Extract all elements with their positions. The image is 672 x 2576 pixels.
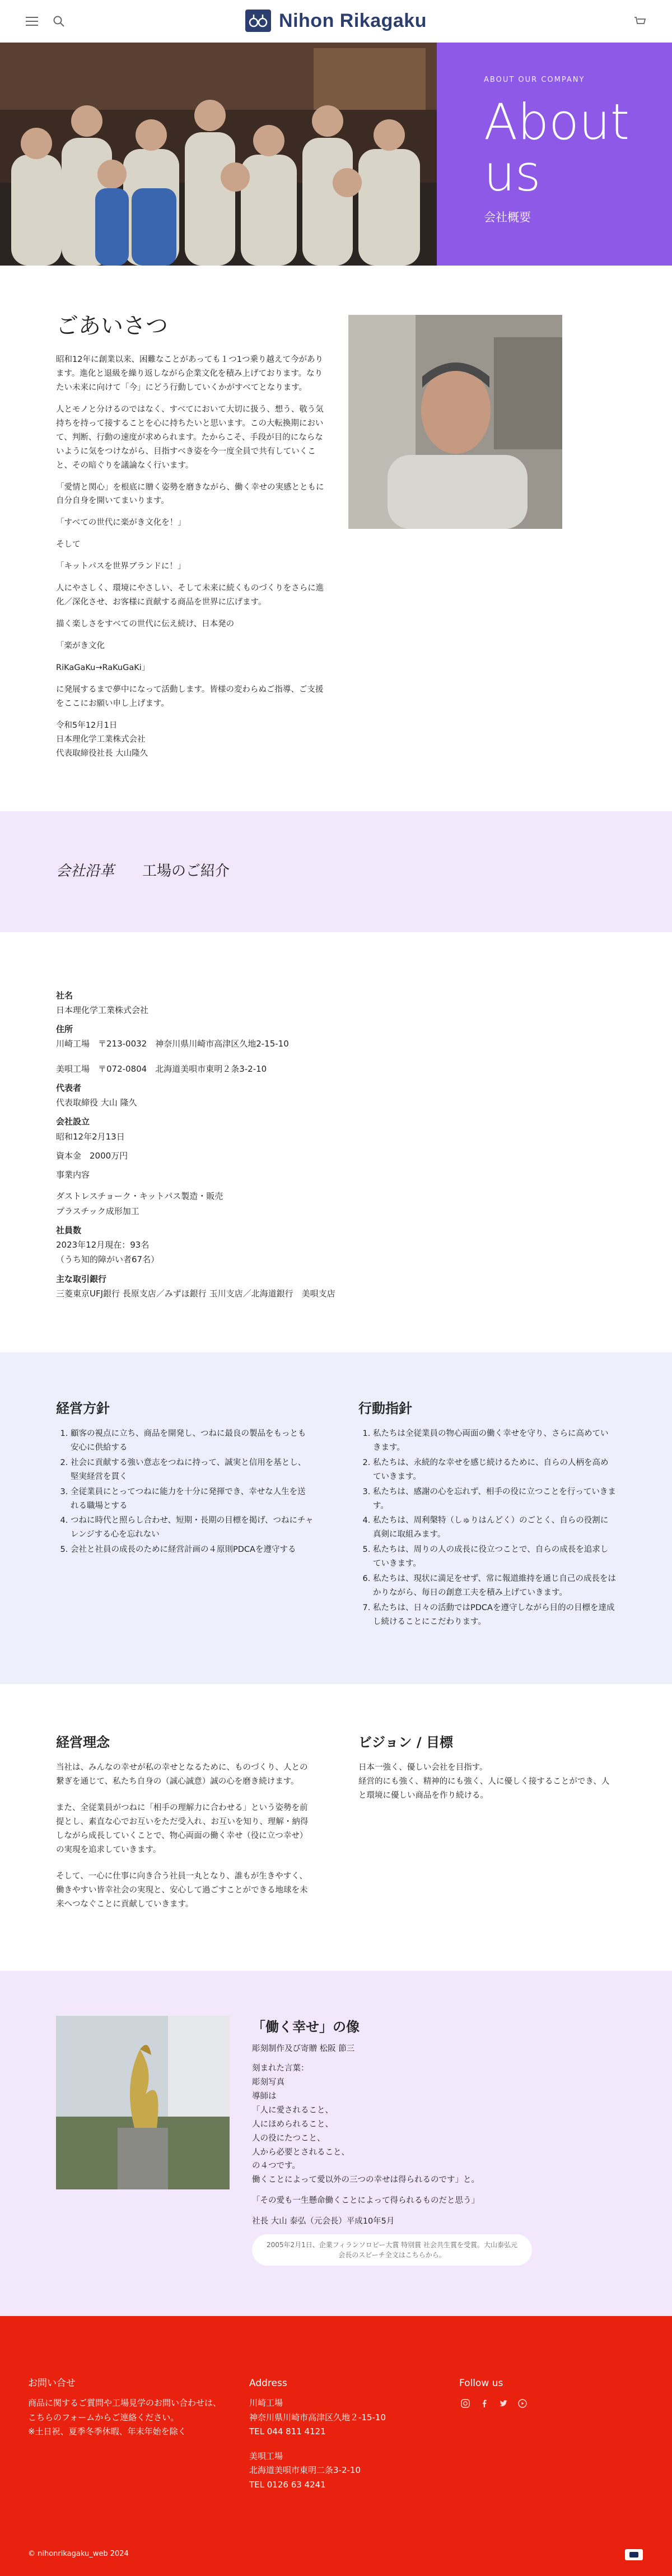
list-item: 4. つねに時代と照らし合わせ、短期・長期の目標を掲げ、つねにチャレンジする心を忘れない — [71, 1514, 314, 1542]
vision-goals — [358, 1731, 616, 1924]
greeting-section — [0, 266, 672, 811]
footer-address — [249, 2375, 459, 2492]
header-left — [25, 14, 125, 29]
management-policy-title: 経営方針 — [56, 1401, 110, 1417]
vision-line: 日本一強く、優しい会社を目指す。 — [358, 1763, 488, 1773]
info-value-staff-1: 2023年12月現在：93名 — [56, 1240, 150, 1250]
greeting-signature — [56, 719, 325, 761]
footer-address-title: Address — [249, 2378, 287, 2389]
hero-subtitle: 会社概要 — [484, 210, 531, 224]
kawasaki-address: 神奈川県川崎市高津区久地２-15-10 — [249, 2412, 386, 2422]
greeting-paragraph: 人とモノと分けるのではなく、すべてにおいて大切に扱う、想う、敬う気持ちを持って接することを心に持ちたいと思います。この大転換期において、判断、行動の速度が求められます。たからこそ、手段が目的にならないように気をつけながら、目指すべき姿を今一度全員で共有していくこと、その暗ぐりを議論なく行います。 — [56, 404, 324, 470]
footer-contact-line: 商品に関するご質問や工場見学のお問い合わせは、 — [28, 2398, 222, 2408]
management-policy — [56, 1397, 314, 1630]
list-item: 3. 私たちは、感謝の心を忘れず、相手の役に立つことを行っていきます。 — [373, 1485, 616, 1513]
hero-title — [484, 93, 650, 203]
info-value-representative: 代表取締役 大山 隆久 — [56, 1098, 137, 1108]
statue-text — [252, 2016, 532, 2266]
management-philosophy — [56, 1731, 314, 1924]
philosophy-paragraph: 当社は、みんなの幸せが私の幸せとなるために、ものづくり、人との繋ぎを通じて、私たち自身の（誠心誠意）誠の心を磨き続けます。 — [56, 1763, 308, 1787]
list-item: 1. 顧客の視点に立ち、商品を開発し、つねに最良の製品をもっとも安心に供給する — [71, 1427, 314, 1455]
footer-follow-title: Follow us — [459, 2378, 503, 2389]
policy-section — [0, 1352, 672, 1684]
youtube-icon[interactable] — [516, 2397, 529, 2410]
list-item: 2. 社会に貢献する強い意志をつねに持って、誠実と信用を基とし、堅実経営を貫く — [71, 1456, 314, 1484]
list-item: 2. 私たちは、永続的な幸せを感じ続けるために、自らの人柄を高めていきます。 — [373, 1456, 616, 1484]
info-value-name: 日本理化学工業株式会社 — [56, 1005, 149, 1015]
header-right — [547, 14, 647, 29]
hero-title-line1: About — [484, 93, 630, 151]
sign-date: 令和5年12月1日 — [56, 720, 118, 730]
philosophy-section — [0, 1684, 672, 1971]
info-label-representative: 代表者 — [56, 1082, 82, 1093]
greeting-paragraph: RiKaGaKu→RaKuGaKi」 — [56, 663, 150, 672]
greeting-paragraph: 昭和12年に創業以来、困難なことがあっても１つ1つ乗り越えて今があります。進化と退級を繰り返しながら企業文化を積み上げております。なりたい未来に向けて「今」にどう行動していくかがすべてとなります。 — [56, 355, 324, 392]
info-value-capital: 資本金 2000万円 — [56, 1150, 128, 1161]
statue-section — [0, 1971, 672, 2317]
management-policy-list — [56, 1427, 314, 1557]
greeting-paragraph: そして — [56, 540, 81, 550]
greeting-text — [56, 311, 325, 761]
inscription-line: 人から必要とされること、 — [252, 2147, 349, 2157]
footer-contact-link[interactable]: こちらのフォームからご連絡ください。 — [28, 2412, 179, 2422]
staff-group-photo — [0, 43, 437, 266]
greeting-title: ごあいさつ — [56, 313, 168, 339]
inscription-line: 人の役にたつこと、 — [252, 2133, 325, 2143]
inscription-line: 働くことによって愛以外の三つの幸せは得られるのです」と。 — [252, 2175, 479, 2185]
statue-title: 「働く幸せ」の像 — [252, 2019, 360, 2035]
site-footer — [0, 2316, 672, 2576]
social-links — [459, 2397, 529, 2410]
philosophy-paragraph: また、全従業員がつねに「相手の理解力に合わせる」という姿勢を前提とし、素直な心でお互いをただ受入れ、お互いを知り、理解・納得しながら成長していくことで、物心両面の働く幸せ（役に立つ幸せ）の実現を追求していきます。 — [56, 1803, 309, 1854]
list-item: 1. 私たちは全従業員の物心両面の働く幸せを守り、さらに高めていきます。 — [373, 1427, 616, 1455]
brand-name: Nihon Rikagaku — [279, 10, 427, 31]
hero-title-line2: us — [484, 145, 541, 203]
speech-link-pill[interactable]: 2005年2月1日、企業フィランソロピー大賞 特別賞 社会共生賞を受賞。大山泰弘元会長のスピーチ全文はこちらから。 — [252, 2234, 532, 2266]
action-guidelines — [358, 1397, 616, 1630]
inscription-line: 導師は — [252, 2091, 277, 2101]
info-value-staff-2: （うち知的障がい者67名） — [56, 1254, 160, 1265]
statue-photo — [56, 2016, 230, 2189]
action-guidelines-title: 行動指針 — [358, 1401, 412, 1417]
bibai-address: 北海道美唄市東明二条3-2-10 — [249, 2465, 361, 2476]
inscription-line: 人にほめられること、 — [252, 2119, 333, 2129]
bibai-name: 美唄工場 — [249, 2451, 283, 2461]
info-value-bank: 三菱東京UFJ銀行 長原支店／みずほ銀行 玉川支店／北海道銀行 美唄支店 — [56, 1288, 335, 1299]
search-icon[interactable] — [52, 14, 66, 29]
greeting-paragraph: 「楽がき文化 — [56, 641, 105, 650]
statue-author: 彫刻制作及び寄贈 松阪 節三 — [252, 2044, 355, 2053]
subsection-tabs — [0, 811, 672, 932]
list-item: 5. 私たちは、周りの人の成長に役立つことで、自らの成長を追求していきます。 — [373, 1543, 616, 1571]
philosophy-paragraph: そして、一心に仕事に向き合う社員一丸となり、誰もが生きやすく、働きやすい皆幸社会の実現と、安心して過ごすことができる地球を未来へつなぐことに貢献していきます。 — [56, 1871, 308, 1909]
footer-contact-note: ※土日祝、夏季冬季休暇、年末年始を除く — [28, 2426, 186, 2437]
info-value-address-bibai: 美唄工場 〒072-0804 北海道美唄市東明２条3-2-10 — [56, 1063, 267, 1074]
greeting-paragraph: 「愛情と関心」を根底に贈く姿勢を磨きながら、働く幸せの実感とともに自分自身を開いてまいります。 — [56, 482, 324, 506]
instagram-icon[interactable] — [459, 2397, 472, 2410]
site-header — [0, 0, 672, 43]
logo-mark-icon — [245, 10, 271, 32]
philosophy-title: 経営理念 — [56, 1734, 110, 1750]
greeting-paragraph: 人にやさしく、環境にやさしい、そして未来に続くものづくりをさらに進化／深化させ、お客様に貢献する商品を世界に広げます。 — [56, 584, 324, 607]
info-value-founded: 昭和12年2月13日 — [56, 1131, 125, 1142]
list-item: 7. 私たちは、日々の活動ではPDCAを遵守しながら目的の目標を達成し続けることにこだわります。 — [373, 1601, 616, 1629]
greeting-paragraph: に発展するまで夢中になって活動します。皆様の変わらぬご指導、ご支援をここにお願い申し上げます。 — [56, 685, 324, 708]
info-value-address-kawasaki: 川崎工場 〒213-0032 神奈川県川崎市高津区久地2-15-10 — [56, 1039, 289, 1049]
info-label-business: 事業内容 — [56, 1170, 90, 1180]
footer-follow — [459, 2375, 529, 2492]
footer-contact-title[interactable]: お問い合せ — [28, 2378, 76, 2389]
kawasaki-name: 川崎工場 — [249, 2398, 283, 2408]
footer-contact — [28, 2375, 249, 2492]
greeting-paragraph: 「キットパスを世界ブランドに！」 — [56, 562, 186, 571]
hero-title-panel — [437, 43, 672, 266]
info-label-staff: 社員数 — [56, 1225, 82, 1235]
tab-company-history[interactable]: 会社沿革 — [56, 863, 115, 880]
inscription-line: 「その愛も一生懸命働くことによって得られるものだと思う」 — [252, 2196, 479, 2206]
company-info-section — [0, 932, 672, 1353]
inscription-line: 「人に愛されること、 — [252, 2105, 333, 2115]
inscription-line: の４つです。 — [252, 2161, 300, 2171]
payment-icon — [625, 2549, 643, 2560]
hero-section — [0, 43, 672, 266]
twitter-icon[interactable] — [497, 2397, 510, 2410]
cart-icon[interactable] — [633, 14, 647, 29]
president-portrait-photo — [348, 315, 562, 529]
info-value-business-2: プラスチック成形加工 — [56, 1206, 139, 1216]
sign-person: 代表取締役社長 大山隆久 — [56, 748, 148, 758]
sign-company: 日本理化学工業株式会社 — [56, 734, 146, 744]
list-item: 5. 会社と社員の成長のために経営計画の４原則PDCAを遵守する — [71, 1543, 314, 1557]
info-label-bank: 主な取引銀行 — [56, 1273, 107, 1284]
inscription-line: 彫刻写真 — [252, 2077, 284, 2087]
list-item: 6. 私たちは、現状に満足をせず、常に報道維持を通じ自己の成長をはかりながら、毎日の創意工夫を積み上げていきます。 — [373, 1572, 616, 1600]
list-item: 3. 全従業員にとってつねに能力を十分に発揮でき、幸せな人生を送れる職場とする — [71, 1485, 314, 1513]
hamburger-menu-icon[interactable] — [25, 14, 39, 29]
greeting-paragraph: 描く楽しさをすべての世代に伝え続け、日本発の — [56, 620, 235, 629]
footer-columns — [28, 2375, 644, 2492]
action-guidelines-list — [358, 1427, 616, 1629]
info-label-address: 住所 — [56, 1024, 73, 1035]
copyright: © nihonrikagaku_web 2024 — [28, 2550, 129, 2559]
bibai-tel[interactable]: TEL 0126 63 4241 — [249, 2479, 326, 2490]
info-label-founded: 会社設立 — [56, 1117, 90, 1127]
facebook-icon[interactable] — [478, 2397, 491, 2410]
inscription-line: 刻まれた言葉： — [252, 2063, 309, 2073]
info-value-business-1: ダストレスチョーク・キットパス製造・販売 — [56, 1191, 223, 1202]
info-label-name: 社名 — [56, 990, 73, 1001]
tab-factory-introduction[interactable]: 工場のご紹介 — [142, 863, 230, 880]
greeting-paragraph: 「すべての世代に楽がき文化を！」 — [56, 518, 186, 528]
statue-inscription — [252, 2062, 532, 2208]
list-item: 4. 私たちは、周利槃特（しゅりはんどく）のごとく、自らの役割に真剣に取組みます。 — [373, 1514, 616, 1542]
statue-sign: 社長 大山 泰弘（元会長）平成10年5月 — [252, 2217, 395, 2226]
brand-logo[interactable] — [245, 5, 427, 38]
hero-kicker: ABOUT OUR COMPANY — [484, 76, 585, 84]
vision-line: 経営的にも強く、精神的にも強く、人に優しく接することができ、人と環境に優しい商品を作り続ける。 — [358, 1777, 610, 1801]
vision-title: ビジョン / 目標 — [358, 1734, 453, 1750]
kawasaki-tel[interactable]: TEL 044 811 4121 — [249, 2426, 326, 2437]
